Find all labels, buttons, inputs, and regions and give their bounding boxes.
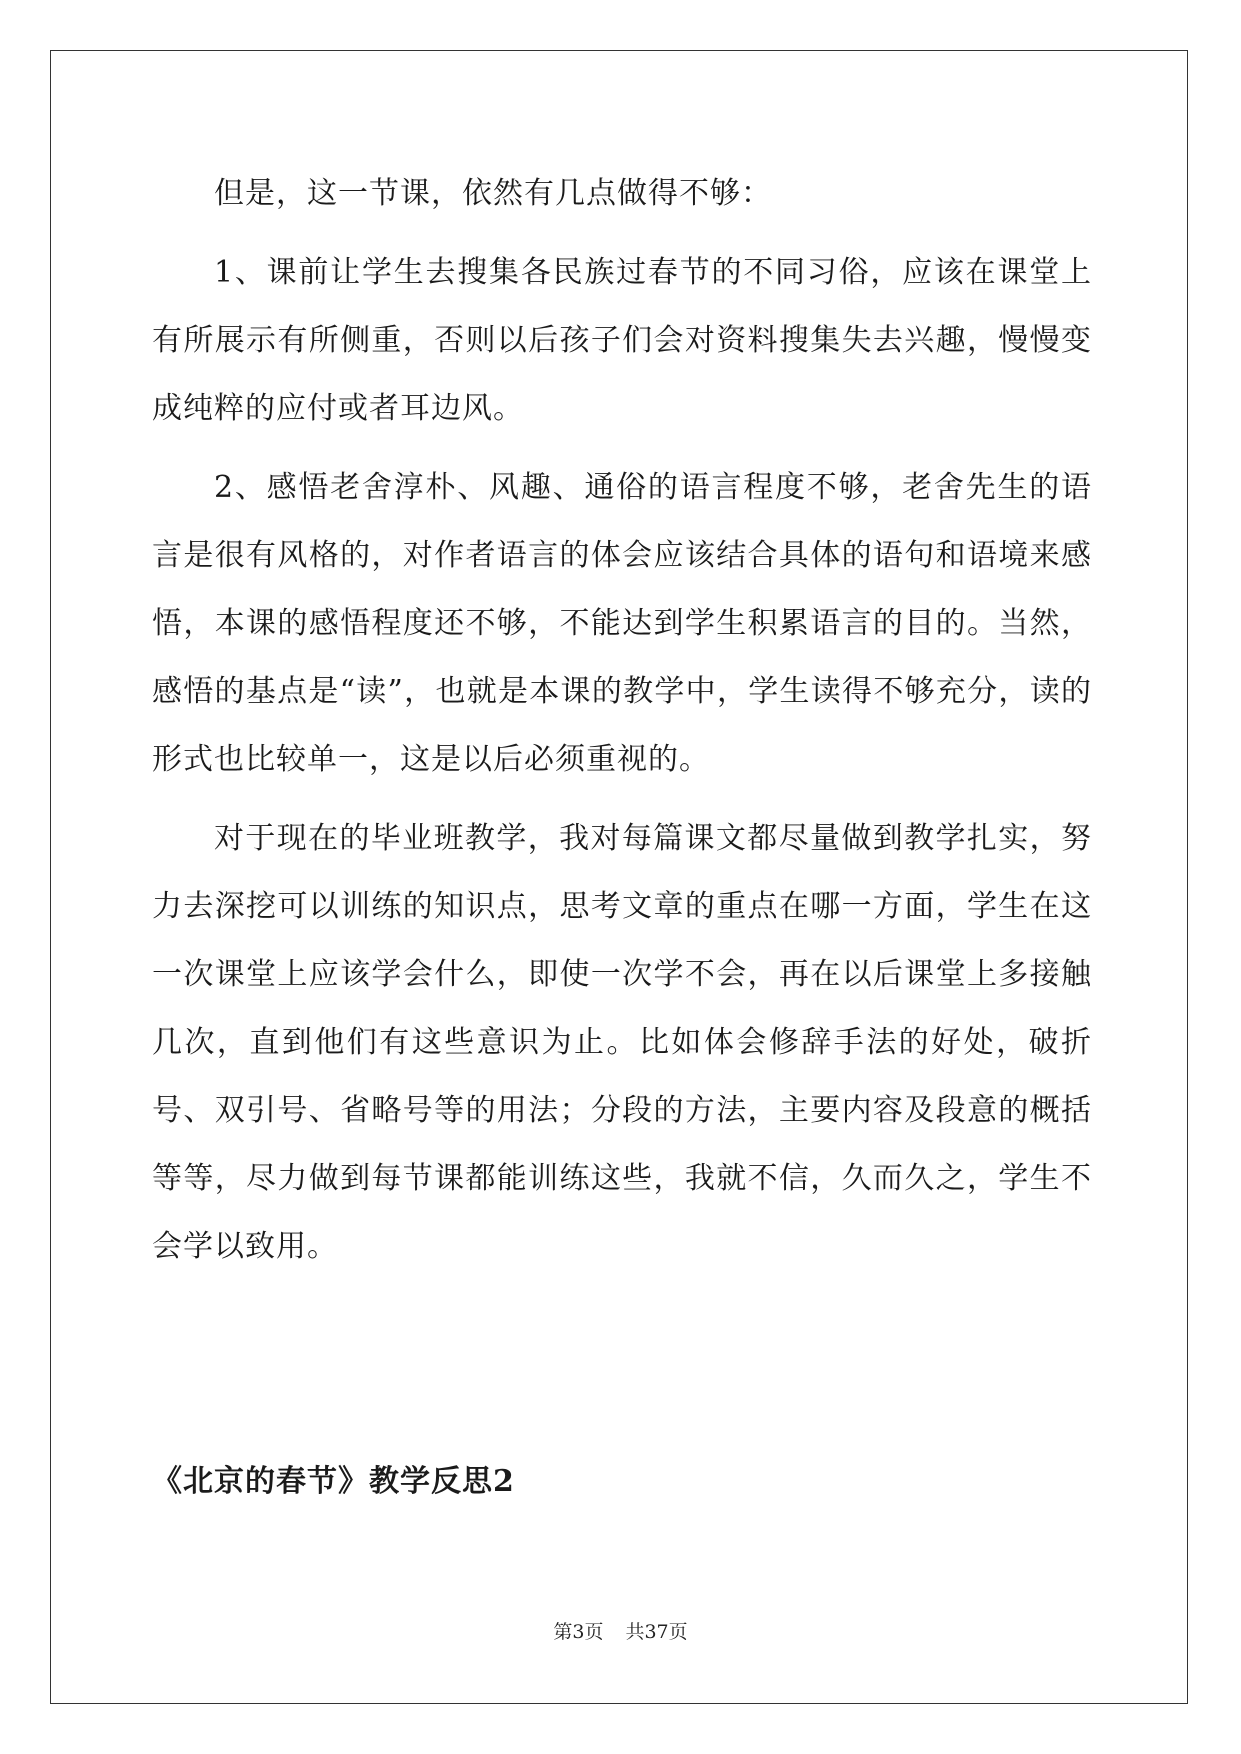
page-number: 第3页 bbox=[553, 1621, 604, 1643]
section-heading: 《北京的春节》教学反思2 bbox=[152, 1464, 515, 1499]
paragraph-point-2: 2、感悟老舍淳朴、风趣、通俗的语言程度不够，老舍先生的语言是很有风格的，对作者语言的体会应该结合具体的语句和语境来感悟，本课的感悟程度还不够，不能达到学生积累语言的目的。当然，感悟的基点是“读”，也就是本课的教学中，学生读得不够充分，读的形式也比较单一，这是以后必须重视的。 bbox=[152, 470, 1092, 777]
page-footer bbox=[0, 1617, 1241, 1644]
document-body bbox=[152, 160, 1092, 1292]
paragraph-reflection: 对于现在的毕业班教学，我对每篇课文都尽量做到教学扎实，努力去深挖可以训练的知识点，思考文章的重点在哪一方面，学生在这一次课堂上应该学会什么，即使一次学不会，再在以后课堂上多接触几次，直到他们有这些意识为止。比如体会修辞手法的好处，破折号、双引号、省略号等的用法；分段的方法，主要内容及段意的概括等等，尽力做到每节课都能训练这些，我就不信，久而久之，学生不会学以致用。 bbox=[152, 821, 1092, 1264]
paragraph-intro: 但是，这一节课，依然有几点做得不够： bbox=[214, 176, 772, 211]
paragraph-point-1: 1、课前让学生去搜集各民族过春节的不同习俗，应该在课堂上有所展示有所侧重，否则以后孩子们会对资料搜集失去兴趣，慢慢变成纯粹的应付或者耳边风。 bbox=[152, 255, 1092, 426]
page-total: 共37页 bbox=[625, 1621, 688, 1643]
